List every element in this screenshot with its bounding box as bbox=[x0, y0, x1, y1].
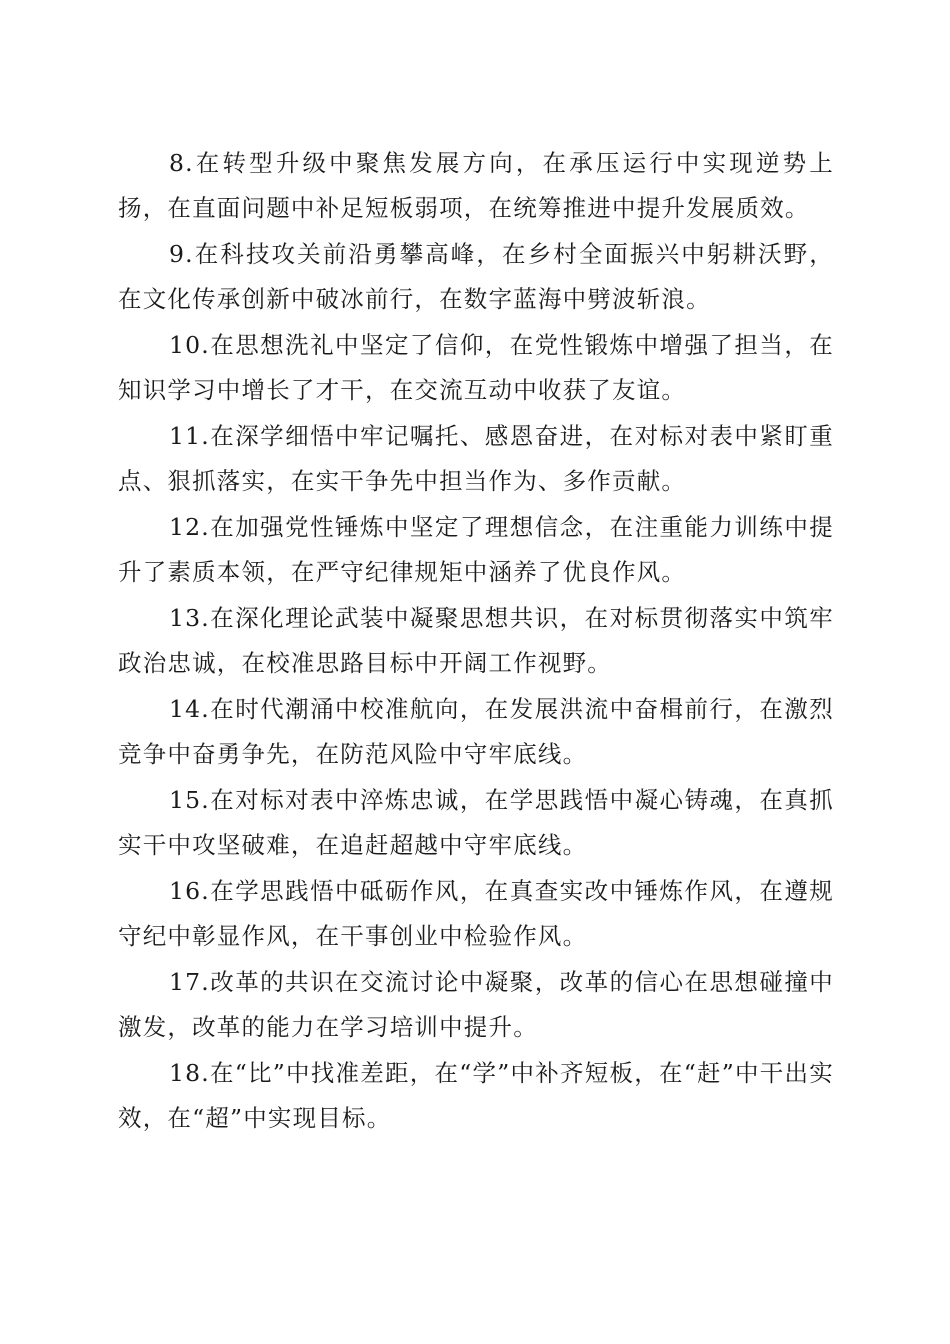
paragraph-item-17: 17.改革的共识在交流讨论中凝聚，改革的信心在思想碰撞中激发，改革的能力在学习培训中提升。 bbox=[118, 968, 834, 1041]
paragraph-item-12: 12.在加强党性锤炼中坚定了理想信念，在注重能力训练中提升了素质本领，在严守纪律规矩中涵养了优良作风。 bbox=[118, 513, 834, 586]
paragraph-item-14: 14.在时代潮涌中校准航向，在发展洪流中奋楫前行，在激烈竞争中奋勇争先，在防范风险中守牢底线。 bbox=[118, 695, 834, 768]
document-body bbox=[118, 141, 834, 1142]
paragraph-item-13: 13.在深化理论武装中凝聚思想共识，在对标贯彻落实中筑牢政治忠诚，在校准思路目标中开阔工作视野。 bbox=[118, 604, 834, 677]
paragraph-item-10: 10.在思想洗礼中坚定了信仰，在党性锻炼中增强了担当，在知识学习中增长了才干，在交流互动中收获了友谊。 bbox=[118, 331, 834, 404]
paragraph-item-9: 9.在科技攻关前沿勇攀高峰，在乡村全面振兴中躬耕沃野，在文化传承创新中破冰前行，在数字蓝海中劈波斩浪。 bbox=[118, 240, 834, 313]
paragraph-item-11: 11.在深学细悟中牢记嘱托、感恩奋进，在对标对表中紧盯重点、狠抓落实，在实干争先中担当作为、多作贡献。 bbox=[118, 422, 834, 495]
paragraph-item-18: 18.在“比”中找准差距，在“学”中补齐短板，在“赶”中干出实效，在“超”中实现目标。 bbox=[118, 1059, 834, 1132]
paragraph-item-16: 16.在学思践悟中砥砺作风，在真查实改中锤炼作风，在遵规守纪中彰显作风，在干事创业中检验作风。 bbox=[118, 877, 834, 950]
paragraph-item-8: 8.在转型升级中聚焦发展方向，在承压运行中实现逆势上扬，在直面问题中补足短板弱项，在统筹推进中提升发展质效。 bbox=[118, 149, 834, 222]
paragraph-item-15: 15.在对标对表中淬炼忠诚，在学思践悟中凝心铸魂，在真抓实干中攻坚破难，在追赶超越中守牢底线。 bbox=[118, 786, 834, 859]
